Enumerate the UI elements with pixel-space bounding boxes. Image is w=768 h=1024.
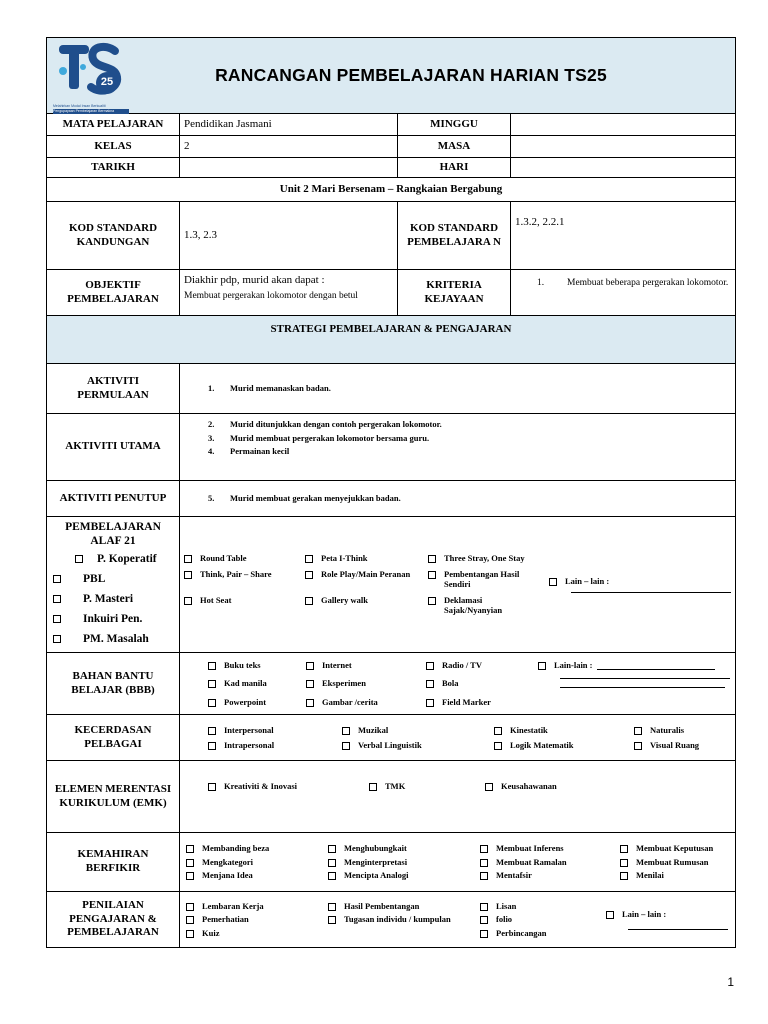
time-label: MASA <box>398 136 511 158</box>
subject-value[interactable]: Pendidikan Jasmani <box>180 114 398 136</box>
checkbox-label: Kinestatik <box>510 724 548 735</box>
kbat-label: KEMAHIRAN BERFIKIR <box>47 833 180 892</box>
pak21-option-role-play-main-peranan[interactable] <box>305 569 422 580</box>
objectives-row <box>47 270 736 316</box>
kp-label: KECERDASAN PELBAGAI <box>47 715 180 761</box>
kp-option-interpersonal[interactable] <box>208 725 336 736</box>
info-row-1 <box>47 114 736 136</box>
bbb-option-powerpoint[interactable] <box>208 697 300 708</box>
kbat-option-membuat-rumusan[interactable] <box>620 857 750 868</box>
checkbox-label: Interpersonal <box>224 724 274 735</box>
checkbox[interactable] <box>426 662 434 670</box>
pak21-left-pbl[interactable] <box>51 569 175 589</box>
objectives-label: OBJEKTIF PEMBELAJARAN <box>47 270 180 316</box>
day-value[interactable] <box>511 158 736 178</box>
kbat-option-membuat-inferens[interactable] <box>480 843 614 854</box>
checkbox[interactable] <box>328 845 336 853</box>
checkbox[interactable] <box>369 783 377 791</box>
list-item-text: Murid membuat pergerakan lokomotor bersama guru. <box>230 432 430 443</box>
checkbox[interactable] <box>634 742 642 750</box>
kbat-option-mengkategori[interactable] <box>186 857 322 868</box>
bbb-option-kad-manila[interactable] <box>208 678 300 689</box>
checkbox-label: PM. Masalah <box>83 632 149 645</box>
checkbox[interactable] <box>186 903 194 911</box>
opening-content[interactable] <box>180 364 736 414</box>
unit-row <box>47 178 736 202</box>
checkbox-label: Bola <box>442 678 459 689</box>
checkbox-label: P. Koperatif <box>97 552 157 565</box>
assessment-row <box>47 892 736 948</box>
info-row-2 <box>47 136 736 158</box>
list-item-text: Murid membuat gerakan menyejukkan badan. <box>230 492 401 503</box>
page-number: 1 <box>727 975 734 989</box>
pak21-content[interactable] <box>180 517 736 653</box>
bbb-option-eksperimen[interactable] <box>306 678 420 689</box>
opening-list <box>208 382 731 396</box>
assessment-label: PENILAIAN PENGAJARAN & PEMBELAJARAN <box>47 892 180 948</box>
main-label: AKTIVITI UTAMA <box>47 414 180 481</box>
checkbox-label: Kreativiti & Inovasi <box>224 781 298 791</box>
pak21-option-hot-seat[interactable] <box>184 595 299 606</box>
class-label: KELAS <box>47 136 180 158</box>
ts25-logo <box>53 41 129 111</box>
checkbox[interactable] <box>305 571 313 579</box>
pak21-option-three-stray-one-stay[interactable] <box>428 553 540 564</box>
checkbox-label: Menjana Idea <box>202 870 253 881</box>
checkbox-label: Menghubungkait <box>344 843 407 854</box>
checkbox-label: Membuat Inferens <box>496 843 564 854</box>
checkbox[interactable] <box>485 783 493 791</box>
pak21-other-checkbox[interactable] <box>549 578 557 586</box>
info-row-3 <box>47 158 736 178</box>
criteria-value: Membuat beberapa pergerakan lokomotor. <box>567 278 729 288</box>
checkbox-label: Three Stray, One Stay <box>444 552 525 563</box>
strategy-title: STRATEGI PEMBELAJARAN & PENGAJARAN <box>47 316 736 364</box>
assessment-other-blank[interactable] <box>628 929 728 930</box>
checkbox-label: Think, Pair – Share <box>200 568 272 579</box>
checkbox-label: Field Marker <box>442 696 491 707</box>
checkbox-label: Powerpoint <box>224 696 267 707</box>
checkbox[interactable] <box>480 859 488 867</box>
kp-option-muzikal[interactable] <box>342 725 488 736</box>
checkbox-label: Radio / TV <box>442 659 482 670</box>
checkbox-label: Membuat Keputusan <box>636 843 714 854</box>
checkbox[interactable] <box>328 903 336 911</box>
checkbox[interactable] <box>186 845 194 853</box>
assessment-option-lisan[interactable] <box>480 901 614 912</box>
logo-caption-1: Melahirkan Modal Insan Berkualiti <box>53 103 106 108</box>
bbb-option-gambar-cerita[interactable] <box>306 697 420 708</box>
emk-label: ELEMEN MERENTASI KURIKULUM (EMK) <box>47 761 180 833</box>
checkbox-label: TMK <box>385 781 406 791</box>
checkbox[interactable] <box>494 727 502 735</box>
pak21-option-pembentangan-hasil-sendiri[interactable] <box>428 569 540 590</box>
pak21-left-p-masteri[interactable] <box>51 589 175 609</box>
checkbox[interactable] <box>208 699 216 707</box>
strategy-row <box>47 316 736 364</box>
list-item <box>208 445 731 459</box>
content-standard-value[interactable]: 1.3, 2.3 <box>180 202 398 270</box>
checkbox-label: Lisan <box>496 900 517 911</box>
checkbox-label: Gambar /cerita <box>322 696 378 707</box>
bbb-other-blank-1[interactable] <box>597 669 715 670</box>
assessment-option-folio[interactable] <box>480 914 614 925</box>
checkbox-label: Pembentangan Hasil Sendiri <box>444 568 520 590</box>
checkbox-label: Kad manila <box>224 678 267 689</box>
checkbox-label: Menginterpretasi <box>344 856 408 867</box>
checkbox-label: Gallery walk <box>321 594 368 605</box>
pak21-left-p-koperatif[interactable] <box>51 549 175 569</box>
time-value[interactable] <box>511 136 736 158</box>
checkbox-label: Naturalis <box>650 724 684 735</box>
checkbox-label: P. Masteri <box>83 592 134 605</box>
list-item <box>208 492 731 506</box>
checkbox-label: Kuiz <box>202 927 220 938</box>
objectives-line-1: Diakhir pdp, murid akan dapat : <box>184 274 325 286</box>
checkbox[interactable] <box>305 597 313 605</box>
kbat-option-menjana-idea[interactable] <box>186 870 322 881</box>
pak21-label-cell <box>47 517 180 653</box>
pak21-left-list <box>51 549 175 649</box>
checkbox-label: PBL <box>83 572 106 585</box>
checkbox[interactable] <box>186 930 194 938</box>
learning-standard-value[interactable]: 1.3.2, 2.2.1 <box>511 202 736 270</box>
main-list <box>208 418 731 459</box>
pak21-row <box>47 517 736 653</box>
checkbox[interactable] <box>620 859 628 867</box>
emk-content[interactable] <box>180 761 736 833</box>
checkbox[interactable] <box>208 727 216 735</box>
checkbox-label: Mentafsir <box>496 870 532 881</box>
checkbox[interactable] <box>208 742 216 750</box>
assessment-option-kuiz[interactable] <box>186 928 322 939</box>
objectives-cell[interactable] <box>180 270 398 316</box>
checkbox[interactable] <box>426 680 434 688</box>
kp-options <box>208 725 731 750</box>
checkbox[interactable] <box>186 859 194 867</box>
checkbox-label: Muzikal <box>358 724 389 735</box>
pak21-left-inkuiri-pen[interactable] <box>51 609 175 629</box>
assessment-other-checkbox[interactable] <box>606 911 614 919</box>
pak21-options <box>184 553 549 616</box>
checkbox[interactable] <box>428 597 436 605</box>
closing-activity-row <box>47 481 736 517</box>
bbb-other-blank-2[interactable] <box>560 678 730 679</box>
bbb-row <box>47 653 736 715</box>
list-item-number: 3. <box>208 432 215 443</box>
checkbox[interactable] <box>342 727 350 735</box>
list-item-text: Permainan kecil <box>230 446 290 457</box>
date-label: TARIKH <box>47 158 180 178</box>
objectives-line-2: Membuat pergerakan lokomotor dengan betul <box>184 290 358 301</box>
criteria-number: 1. <box>537 278 545 288</box>
lesson-plan-table <box>46 37 736 948</box>
assessment-option-lembaran-kerja[interactable] <box>186 901 322 912</box>
kbat-option-mencipta-analogi[interactable] <box>328 870 474 881</box>
kp-option-naturalis[interactable] <box>634 725 734 736</box>
pak21-label: PEMBELAJARAN ALAF 21 <box>65 521 161 548</box>
kbat-option-menilai[interactable] <box>620 870 750 881</box>
checkbox[interactable] <box>634 727 642 735</box>
checkbox[interactable] <box>342 742 350 750</box>
checkbox[interactable] <box>328 872 336 880</box>
pak21-option-think-pair-share[interactable] <box>184 569 299 580</box>
checkbox-label: Pemerhatian <box>202 914 249 925</box>
bbb-content[interactable] <box>180 653 736 715</box>
bbb-label: BAHAN BANTU BELAJAR (BBB) <box>47 653 180 715</box>
kbat-row <box>47 833 736 892</box>
pak21-left-pm-masalah[interactable] <box>51 629 175 649</box>
kbat-option-mentafsir[interactable] <box>480 870 614 881</box>
kbat-option-menginterpretasi[interactable] <box>328 857 474 868</box>
standards-row <box>47 202 736 270</box>
pak21-other-label: Lain – lain : <box>565 575 610 586</box>
pak21-option-deklamasi-sajak-nyanyian[interactable] <box>428 595 540 616</box>
checkbox-label: Buku teks <box>224 659 261 670</box>
checkbox[interactable] <box>428 555 436 563</box>
checkbox-label: folio <box>496 914 513 925</box>
checkbox-label: Internet <box>322 659 352 670</box>
checkbox[interactable] <box>306 699 314 707</box>
checkbox[interactable] <box>53 615 61 623</box>
bbb-option-bola[interactable] <box>426 678 544 689</box>
emk-option-keusahawanan[interactable] <box>485 781 625 792</box>
checkbox[interactable] <box>186 916 194 924</box>
checkbox-label: Mencipta Analogi <box>344 870 409 881</box>
checkbox[interactable] <box>208 783 216 791</box>
logo-number: 25 <box>100 76 114 88</box>
bbb-other-blank-3[interactable] <box>560 687 725 688</box>
kbat-option-membuat-keputusan[interactable] <box>620 843 750 854</box>
header-row <box>47 38 736 114</box>
ts25-logo-graphic <box>53 41 129 99</box>
class-value[interactable]: 2 <box>180 136 398 158</box>
checkbox-label: Inkuiri Pen. <box>83 612 143 625</box>
checkbox-label: Intrapersonal <box>224 739 275 750</box>
subject-label: MATA PELAJARAN <box>47 114 180 136</box>
week-label: MINGGU <box>398 114 511 136</box>
checkbox[interactable] <box>620 872 628 880</box>
list-item <box>208 382 731 396</box>
checkbox-label: Keusahawanan <box>501 781 557 791</box>
kp-option-intrapersonal[interactable] <box>208 740 336 751</box>
closing-list <box>208 492 731 506</box>
checkbox[interactable] <box>306 680 314 688</box>
list-item-number: 4. <box>208 446 215 457</box>
main-content[interactable] <box>180 414 736 481</box>
list-item-number: 2. <box>208 419 215 429</box>
checkbox[interactable] <box>480 930 488 938</box>
kbat-option-membuat-ramalan[interactable] <box>480 857 614 868</box>
checkbox[interactable] <box>184 571 192 579</box>
day-label: HARI <box>398 158 511 178</box>
kp-option-kinestatik[interactable] <box>494 725 628 736</box>
checkbox-label: Membuat Ramalan <box>496 856 567 867</box>
checkbox-label: Perbincangan <box>496 927 547 938</box>
checkbox-label: Hot Seat <box>200 594 232 605</box>
kp-content[interactable] <box>180 715 736 761</box>
closing-label: AKTIVITI PENUTUP <box>47 481 180 517</box>
checkbox[interactable] <box>305 555 313 563</box>
bbb-option-radio-tv[interactable] <box>426 660 544 671</box>
emk-option-tmk[interactable] <box>369 781 479 792</box>
checkbox[interactable] <box>53 595 61 603</box>
bbb-other-label: Lain-lain : <box>554 659 593 670</box>
assessment-option-hasil-pembentangan[interactable] <box>328 901 474 912</box>
assessment-other-label: Lain – lain : <box>622 908 667 919</box>
list-item <box>208 432 731 446</box>
checkbox-label: Membanding beza <box>202 843 270 854</box>
list-item-text: Murid memanaskan badan. <box>230 382 331 393</box>
checkbox[interactable] <box>208 680 216 688</box>
kbat-option-menghubungkait[interactable] <box>328 843 474 854</box>
checkbox[interactable] <box>208 662 216 670</box>
pak21-option-peta-i-think[interactable] <box>305 553 422 564</box>
learning-standard-label: KOD STANDARD PEMBELAJARA N <box>398 202 511 270</box>
kp-option-verbal-linguistik[interactable] <box>342 740 488 751</box>
bbb-option-internet[interactable] <box>306 660 420 671</box>
opening-activity-row <box>47 364 736 414</box>
page-title: RANCANGAN PEMBELAJARAN HARIAN TS25 <box>215 64 607 85</box>
checkbox[interactable] <box>184 597 192 605</box>
list-item-number: 5. <box>208 492 215 503</box>
assessment-other[interactable] <box>606 909 728 931</box>
assessment-option-tugasan-individu-kumpulan[interactable] <box>328 914 474 925</box>
checkbox[interactable] <box>53 635 61 643</box>
checkbox-label: Peta I-Think <box>321 552 368 563</box>
assessment-options <box>186 901 606 939</box>
kbat-options <box>186 843 731 881</box>
bbb-other[interactable] <box>538 660 730 689</box>
main-activity-row <box>47 414 736 481</box>
checkbox[interactable] <box>75 555 83 563</box>
assessment-option-pemerhatian[interactable] <box>186 914 322 925</box>
kp-option-logik-matematik[interactable] <box>494 740 628 751</box>
checkbox[interactable] <box>306 662 314 670</box>
checkbox-label: Menilai <box>636 870 664 881</box>
logo-caption-2: Pengupayaan Pembelajaran Bermakna <box>53 109 129 114</box>
checkbox-label: Logik Matematik <box>510 739 574 750</box>
checkbox-label: Membuat Rumusan <box>636 856 709 867</box>
emk-options <box>208 781 731 792</box>
checkbox-label: Visual Ruang <box>650 739 700 750</box>
emk-option-kreativiti-inovasi[interactable] <box>208 781 363 792</box>
opening-label: AKTIVITI PERMULAAN <box>47 364 180 414</box>
closing-content[interactable] <box>180 481 736 517</box>
checkbox[interactable] <box>328 859 336 867</box>
assessment-content[interactable] <box>180 892 736 948</box>
pak21-option-gallery-walk[interactable] <box>305 595 422 606</box>
pak21-other-blank[interactable] <box>571 592 731 593</box>
checkbox[interactable] <box>620 845 628 853</box>
checkbox-label: Hasil Pembentangan <box>344 900 420 911</box>
checkbox-label: Verbal Linguistik <box>358 739 422 750</box>
checkbox[interactable] <box>53 575 61 583</box>
checkbox[interactable] <box>480 845 488 853</box>
checkbox[interactable] <box>480 903 488 911</box>
list-item-text: Murid ditunjukkan dengan contoh pergerakan lokomotor. <box>230 419 442 429</box>
kbat-content[interactable] <box>180 833 736 892</box>
checkbox-label: Deklamasi Sajak/Nyanyian <box>444 594 503 616</box>
list-item-number: 1. <box>208 382 215 393</box>
list-item <box>208 418 731 432</box>
checkbox[interactable] <box>480 916 488 924</box>
criteria-label: KRITERIA KEJAYAAN <box>398 270 511 316</box>
checkbox-label: Lembaran Kerja <box>202 900 264 911</box>
checkbox[interactable] <box>494 742 502 750</box>
kp-row <box>47 715 736 761</box>
bbb-other-checkbox[interactable] <box>538 662 546 670</box>
kp-option-visual-ruang[interactable] <box>634 740 734 751</box>
checkbox[interactable] <box>426 699 434 707</box>
assessment-option-perbincangan[interactable] <box>480 928 614 939</box>
bbb-option-buku-teks[interactable] <box>208 660 300 671</box>
checkbox-label: Eksperimen <box>322 678 366 689</box>
checkbox[interactable] <box>184 555 192 563</box>
checkbox[interactable] <box>328 916 336 924</box>
date-value[interactable] <box>180 158 398 178</box>
checkbox[interactable] <box>186 872 194 880</box>
pak21-other[interactable] <box>549 576 731 594</box>
pak21-option-round-table[interactable] <box>184 553 299 564</box>
bbb-options <box>208 660 538 708</box>
week-value[interactable] <box>511 114 736 136</box>
content-standard-label: KOD STANDARD KANDUNGAN <box>47 202 180 270</box>
bbb-option-field-marker[interactable] <box>426 697 544 708</box>
checkbox-label: Mengkategori <box>202 856 253 867</box>
checkbox-label: Tugasan individu / kumpulan <box>344 914 451 925</box>
emk-row <box>47 761 736 833</box>
unit-title: Unit 2 Mari Bersenam – Rangkaian Bergabung <box>47 178 736 202</box>
checkbox-label: Role Play/Main Peranan <box>321 568 411 579</box>
criteria-cell[interactable] <box>511 270 736 316</box>
checkbox[interactable] <box>480 872 488 880</box>
checkbox-label: Round Table <box>200 552 247 563</box>
kbat-option-membanding-beza[interactable] <box>186 843 322 854</box>
checkbox[interactable] <box>428 571 436 579</box>
